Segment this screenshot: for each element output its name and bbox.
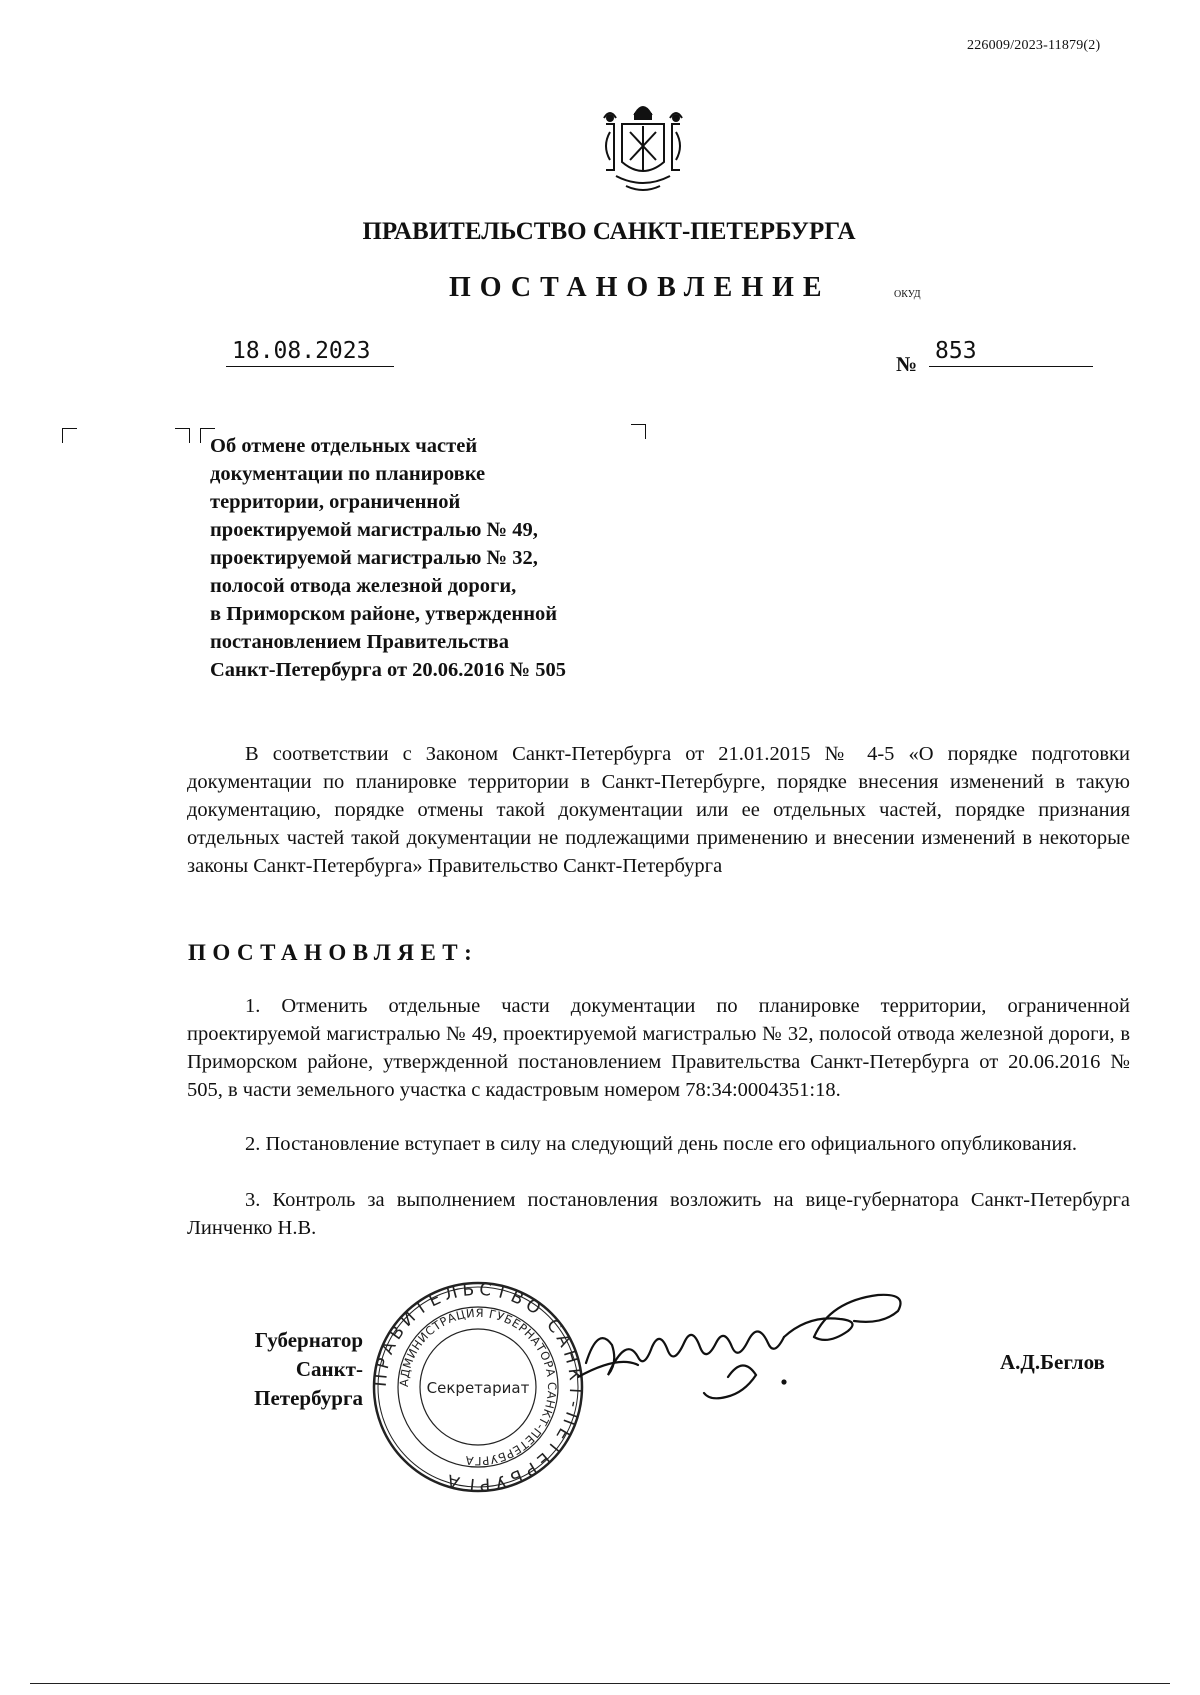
title-corner-mark [175, 428, 190, 443]
document-registration-number: 226009/2023-11879(2) [967, 38, 1101, 53]
preamble-paragraph: В соответствии с Законом Санкт-Петербурга от 21.01.2015 № 4-5 «О порядке подготовки документации по планировке территории в Санкт-Петербурге, порядке внесения изменений в такую документацию, порядке отмены такой документации или ее отдельных частей, порядке признания отдельных частей такой документации не подлежащими применению и внесении изменений в некоторые законы Санкт-Петербурга» Правительство Санкт-Петербурга [187, 743, 1130, 877]
okud-label: ОКУД [894, 289, 921, 300]
decree-title [210, 432, 566, 684]
title-line: Об отмене отдельных частей [210, 435, 478, 457]
decree-number: 853 [929, 338, 1093, 367]
resolves-heading: ПОСТАНОВЛЯЕТ: [188, 940, 479, 965]
decree-item-2: 2. Постановление вступает в силу на следующий день после его официального опубликования. [245, 1133, 1078, 1155]
seal-center-text: Секретариат [426, 1379, 530, 1397]
title-line: постановлением Правительства [210, 631, 509, 653]
title-line: проектируемой магистралью № 49, [210, 519, 538, 541]
title-line: территории, ограниченной [210, 491, 461, 513]
seal-inner-text: АДМИНИСТРАЦИЯ ГУБЕРНАТОРА САНКТ-ПЕТЕРБУРГА [396, 1305, 560, 1469]
official-seal-stamp [368, 1277, 588, 1497]
title-line: полосой отвода железной дороги, [210, 575, 517, 597]
title-line: документации по планировке [210, 463, 486, 485]
number-sign: № [896, 352, 918, 376]
scan-bottom-edge-line [30, 1683, 1170, 1684]
signatory-title-line: Санкт-Петербурга [254, 1357, 363, 1410]
title-line: в Приморском районе, утвержденной [210, 603, 558, 625]
title-line: Санкт-Петербурга от 20.06.2016 № 505 [210, 659, 567, 681]
decree-item-1: 1. Отменить отдельные части документации по планировке территории, ограниченной проектируемой магистралью № 49, проектируемой магистралью № 32, полосой отвода железной дороги, в Приморском районе, утвержденной постановлением Правительства Санкт-Петербурга от 20.06.2016 № 505, в части земельного участка с кадастровым номером 78:34:0004351:18. [187, 995, 1130, 1101]
signatory-name: А.Д.Беглов [1000, 1350, 1105, 1374]
document-type: ПОСТАНОВЛЕНИЕ [449, 272, 831, 303]
title-corner-mark [62, 428, 77, 443]
seal-outer-text: ПРАВИТЕЛЬСТВО САНКТ-ПЕТЕРБУРГА [370, 1279, 586, 1495]
signatory-title-line: Губернатор [254, 1328, 363, 1352]
handwritten-signature [578, 1285, 938, 1415]
decree-item-3: 3. Контроль за выполнением постановления возложить на вице-губернатора Санкт-Петербурга Линченко Н.В. [187, 1189, 1130, 1239]
signatory-title [188, 1326, 363, 1413]
coat-of-arms-emblem [592, 96, 694, 204]
title-corner-mark [631, 424, 646, 439]
issuing-authority: ПРАВИТЕЛЬСТВО САНКТ-ПЕТЕРБУРГА [362, 218, 856, 245]
decree-date: 18.08.2023 [226, 338, 394, 367]
title-line: проектируемой магистралью № 32, [210, 547, 538, 569]
